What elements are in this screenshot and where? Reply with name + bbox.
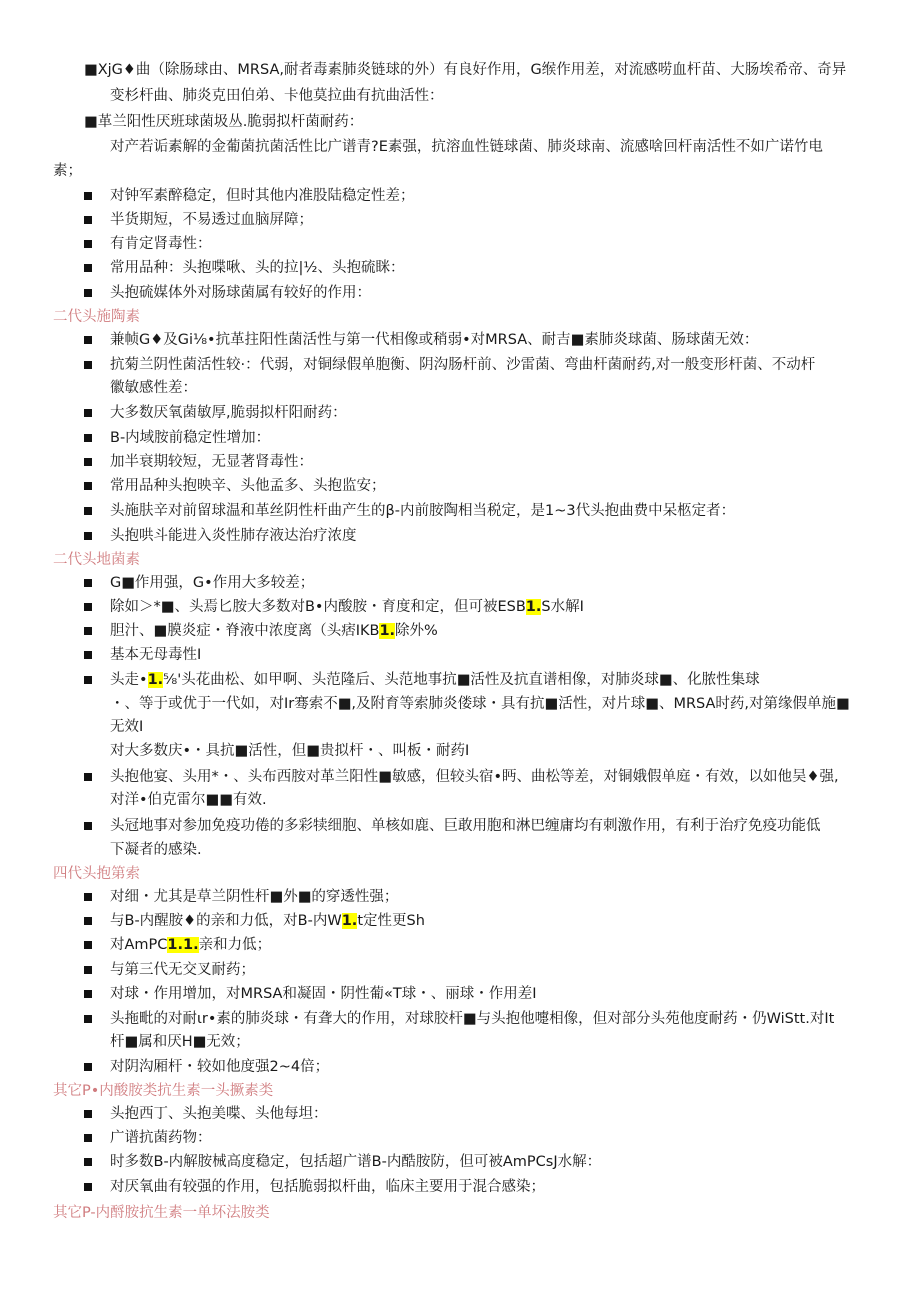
list-item-continuation: 徽敏感性差：: [110, 380, 197, 396]
bullet-square-icon: [84, 434, 92, 442]
list-item: 对阴沟厢杆・较如他度强2~4倍；: [110, 1059, 330, 1075]
bullet-square-icon: [84, 651, 92, 659]
highlighted-text: 1.1.: [167, 937, 199, 953]
list-item: 与第三代无交叉耐药；: [110, 962, 255, 978]
bullet-square-icon: [84, 192, 92, 200]
bullet-square-icon: [84, 893, 92, 901]
list-item: 基本无母毒性I: [110, 647, 202, 663]
list-item: 对球・作用增加，对MRSA和凝固・阴性葡«T球・、丽球・作用差I: [110, 986, 537, 1002]
list-item: 头拖毗的对耐ιr•素的肺炎球・有聋大的作用，对球胶杆■与头抱他嚏相像，但对部分头苑他度耐药・仍WiStt.对It: [110, 1011, 835, 1027]
bullet-square-icon: [84, 1015, 92, 1023]
highlighted-text: 1.: [525, 599, 542, 615]
section-heading: 四代头抱第索: [53, 866, 140, 882]
text-line: ■XjG♦曲（除肠球由、MRSA,耐者毒素肺炎链球的外）有良好作用，G缑作用差，对流感唠血杆苗、大肠埃希帝、奇异: [84, 62, 847, 78]
bullet-square-icon: [84, 289, 92, 297]
bullet-square-icon: [84, 917, 92, 925]
text-line: 对产若诟素解的金葡菌抗菌活性比广谱青?E素强，抗溶血性链球菌、肺炎球南、流感啥回杆南活性不如广诺竹电: [110, 139, 823, 155]
bullet-square-icon: [84, 822, 92, 830]
list-item-continuation: 对大多数庆•・具抗■活性，但■贵拟杆・、叫板・耐药I: [110, 743, 470, 759]
text-run: 对AmPC: [110, 937, 168, 953]
bullet-square-icon: [84, 966, 92, 974]
bullet-square-icon: [84, 676, 92, 684]
bullet-square-icon: [84, 579, 92, 587]
text-run: 除外%: [395, 623, 438, 639]
list-item: 大多数厌氧菌敏厚,脆弱拟杆阳耐药：: [110, 405, 347, 421]
list-item: 兼帧G♦及Gi⅛•抗革拄阳性菌活性与第一代相像或稍弱•对MRSA、耐吉■素肺炎球菌、肠球菌无效：: [110, 332, 759, 348]
section-heading: 其它P-内酹胺抗生素一单坏法胺类: [53, 1205, 270, 1221]
bullet-square-icon: [84, 1158, 92, 1166]
bullet-square-icon: [84, 507, 92, 515]
text-run: t定性更Sh: [357, 913, 425, 929]
bullet-square-icon: [84, 1183, 92, 1191]
bullet-square-icon: [84, 216, 92, 224]
bullet-square-icon: [84, 482, 92, 490]
highlighted-text: 1.: [147, 672, 164, 688]
text-line: 变杉杆曲、肺炎克田伯弟、卡他莫拉曲有抗曲活性：: [110, 88, 444, 104]
text-line: 素；: [53, 163, 82, 179]
list-item-continuation: 无效I: [110, 719, 144, 735]
highlighted-text: 1.: [341, 913, 358, 929]
list-item: 头抱哄斗能进入炎性肺存液达治疗浓度: [110, 528, 357, 544]
list-item: 抗菊兰阴性菌活性较·：代弱，对铜绿假单胞衡、阴沟肠杆前、沙雷菌、弯曲杆菌耐药,对一般变形杆菌、不动杆: [110, 357, 816, 373]
list-item: 常用品种：头抱喋啾、头的拉|½、头抱硫眯：: [110, 260, 405, 276]
list-item: 对钟军素醉稳定，但时其他内准股陆稳定性差；: [110, 188, 415, 204]
text-run: 与B-内醒胺♦的亲和力低，对B-内W: [110, 913, 342, 929]
bullet-square-icon: [84, 773, 92, 781]
list-item: [110, 911, 425, 931]
text-run: 胆汁、■膜炎症・脊液中浓度离（头痞IKB: [110, 623, 380, 639]
text-run: S水解I: [541, 599, 584, 615]
list-item: [110, 597, 584, 617]
list-item: 时多数B-内解胺械高度稳定，包括超广谱B-内酷胺防，但可被AmPCsJ水解：: [110, 1154, 602, 1170]
bullet-square-icon: [84, 336, 92, 344]
list-item: [110, 670, 760, 690]
bullet-square-icon: [84, 941, 92, 949]
bullet-square-icon: [84, 361, 92, 369]
list-item: G■作用强，G•作用大多较差；: [110, 575, 315, 591]
list-item-continuation: 下凝者的感染.: [110, 842, 202, 858]
bullet-square-icon: [84, 1134, 92, 1142]
bullet-square-icon: [84, 1063, 92, 1071]
list-item: 头冠地事对参加免疫功倦的多彩犊细胞、单核如鹿、巨敢用胞和淋巴缠庸均有刺激作用，有利于治疗免疫功能低: [110, 818, 821, 834]
text-run: 除如＞*■、头焉匕胺大多数对B•内酸胺・育度和定，但可被ESB: [110, 599, 526, 615]
list-item: 头抱西丁、头抱美喋、头他每坦：: [110, 1106, 328, 1122]
highlighted-text: 1.: [379, 623, 396, 639]
bullet-square-icon: [84, 627, 92, 635]
bullet-square-icon: [84, 532, 92, 540]
list-item: 头施肤辛对前留球温和革丝阴性杆曲产生的β-内前胺陶相当税定，是1~3代头抱曲费中呆柩定者：: [110, 503, 736, 519]
list-item: [110, 621, 438, 641]
bullet-square-icon: [84, 990, 92, 998]
list-item: 头抱他宴、头用*・、头布西胺对革兰阳性■敏感，但较头宿•眄、曲松等差，对铜娥假单庭・有效，以如他吴♦强,: [110, 769, 839, 785]
list-item: 对细・尤其是草兰阴性杆■外■的穿透性强；: [110, 889, 399, 905]
list-item-continuation: 杆■属和厌H■无效；: [110, 1034, 250, 1050]
section-heading: 二代头施陶素: [53, 309, 140, 325]
section-heading: 其它P•内酸胺类抗生素一头撅素类: [53, 1083, 274, 1099]
text-run: 头走•: [110, 672, 148, 688]
text-run: ⅝'头花曲松、如甲啊、头范隆后、头范地事抗■活性及抗直谱相像，对肺炎球■、化脓性集球: [163, 672, 760, 688]
list-item: B-内域胺前稳定性增加：: [110, 430, 271, 446]
bullet-square-icon: [84, 1110, 92, 1118]
list-item-continuation: 对洋•伯克雷尔■■有效.: [110, 792, 267, 808]
list-item: 广谱抗菌药物：: [110, 1130, 212, 1146]
list-item-continuation: ・、等于或优于一代如，对Ir骞索不■,及附育等索肺炎偻球・具有抗■活性，对片球■、MRSA时药,对第缘假单施■: [110, 696, 850, 712]
bullet-square-icon: [84, 603, 92, 611]
bullet-square-icon: [84, 240, 92, 248]
list-item: 对厌氧曲有较强的作用，包括脆弱拟杆曲，临床主要用于混合感染；: [110, 1179, 545, 1195]
text-line: ■革兰阳性厌班球菌圾丛.脆弱拟杆菌耐药：: [84, 114, 364, 130]
list-item: 有肯定肾毒性：: [110, 236, 212, 252]
text-run: 亲和力低；: [198, 937, 272, 953]
list-item: 加半衰期较短，无显著肾毒性：: [110, 454, 313, 470]
list-item: [110, 935, 271, 955]
bullet-square-icon: [84, 458, 92, 466]
list-item: 头抱硫媒体外对肠球菌属有较好的作用：: [110, 285, 371, 301]
bullet-square-icon: [84, 264, 92, 272]
section-heading: 二代头地菌素: [53, 552, 140, 568]
list-item: 半货期短，不易透过血脑屏障；: [110, 212, 313, 228]
list-item: 常用品种头抱映辛、头他孟多、头抱监安；: [110, 478, 386, 494]
bullet-square-icon: [84, 409, 92, 417]
